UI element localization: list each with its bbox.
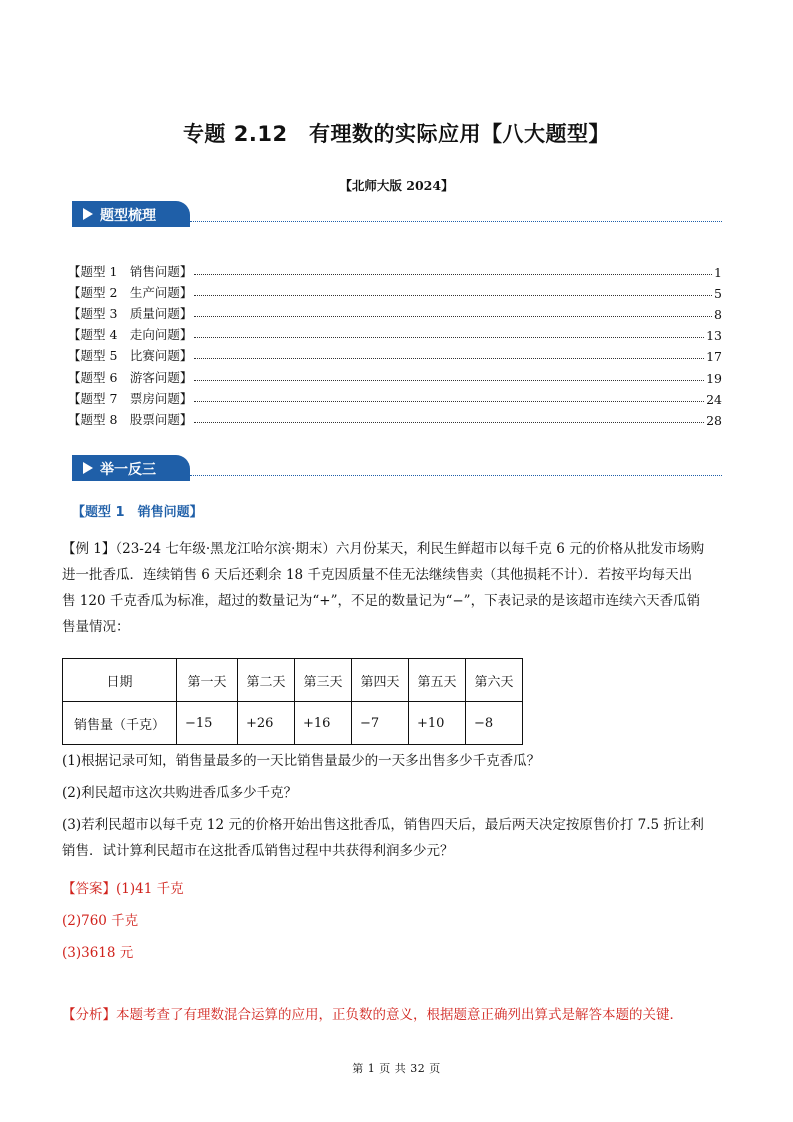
toc-leader (194, 358, 704, 359)
banner-label: 题型梳理 (100, 208, 156, 224)
section-heading: 【题型 1 销售问题】 (72, 505, 203, 520)
toc-item[interactable] (68, 386, 722, 407)
question-line: (3)若利民超市以每千克 12 元的价格开始出售这批香瓜，销售四天后，最后两天决定按原售价打 7.5 折让利 (62, 817, 704, 833)
example-line: 【例 1】（23-24 七年级·黑龙江哈尔滨·期末）六月份某天，利民生鲜超市以每千克 6 元的价格从批发市场购 (62, 541, 705, 557)
toc-page: 1 (714, 265, 722, 281)
toc-item[interactable] (68, 364, 722, 385)
table-cell: +16 (295, 702, 352, 745)
table-header-cell: 第一天 (177, 659, 238, 702)
table-header-row (63, 659, 523, 702)
toc-page: 28 (706, 412, 722, 428)
question-line: (1)根据记录可知，销售量最多的一天比销售量最少的一天多出售多少千克香瓜？ (62, 753, 541, 769)
table-cell: 销售量（千克） (63, 702, 177, 745)
toc-label: 【题型 1 销售问题】 (68, 264, 193, 280)
toc-item[interactable] (68, 407, 722, 428)
toc-label: 【题型 6 游客问题】 (68, 369, 193, 385)
table-of-contents (68, 259, 722, 428)
toc-leader (194, 422, 704, 423)
banner-toc (72, 201, 722, 227)
toc-item[interactable] (68, 280, 722, 301)
table-header-cell: 日期 (63, 659, 177, 702)
example-line: 售量情况： (62, 619, 130, 635)
toc-page: 17 (706, 349, 722, 365)
table-header-cell: 第四天 (352, 659, 409, 702)
answers (62, 876, 724, 966)
toc-label: 【题型 7 票房问题】 (68, 390, 193, 406)
table-cell: +26 (238, 702, 295, 745)
sales-table (62, 658, 523, 745)
table-header-cell: 第三天 (295, 659, 352, 702)
table-cell: +10 (409, 702, 466, 745)
page-footer: 第 1 页 共 32 页 (352, 1062, 441, 1075)
question-line: 销售．试计算利民超市在这批香瓜销售过程中共获得利润多少元？ (62, 843, 454, 859)
page-title: 专题 2.12 有理数的实际应用【八大题型】 (182, 122, 611, 146)
page-subtitle: 【北师大版 2024】 (339, 178, 454, 193)
table-cell: −15 (177, 702, 238, 745)
questions (62, 748, 724, 864)
toc-page: 24 (706, 391, 722, 407)
banner-divider (190, 475, 722, 476)
toc-item[interactable] (68, 259, 722, 280)
play-arrow-icon (83, 208, 93, 220)
question-line: (2)利民超市这次共购进香瓜多少千克？ (62, 785, 298, 801)
toc-page: 5 (714, 286, 722, 302)
toc-label: 【题型 4 走向问题】 (68, 327, 193, 343)
toc-item[interactable] (68, 301, 722, 322)
banner-label: 举一反三 (100, 462, 156, 478)
toc-leader (194, 401, 704, 402)
answer-line: 【答案】(1)41 千克 (62, 881, 184, 897)
toc-label: 【题型 5 比赛问题】 (68, 348, 193, 364)
toc-leader (194, 316, 712, 317)
toc-label: 【题型 8 股票问题】 (68, 411, 193, 427)
example-line: 售 120 千克香瓜为标准，超过的数量记为“+”，不足的数量记为“−”，下表记录的是该超市连续六天香瓜销 (62, 593, 701, 609)
toc-leader (194, 274, 712, 275)
example-line: 进一批香瓜．连续销售 6 天后还剩余 18 千克因质量不佳无法继续售卖（其他损耗不计）．若按平均每天出 (62, 567, 693, 583)
table-cell: −7 (352, 702, 409, 745)
banner-divider (190, 221, 722, 222)
example-text (62, 536, 724, 640)
table-header-cell: 第六天 (466, 659, 523, 702)
answer-line: (2)760 千克 (62, 913, 139, 929)
answer-line: (3)3618 元 (62, 945, 134, 961)
table-row (63, 702, 523, 745)
banner-examples (72, 455, 722, 481)
analysis: 【分析】本题考查了有理数混合运算的应用，正负数的意义，根据题意正确列出算式是解答本题的关键． (62, 1007, 683, 1023)
toc-leader (194, 337, 704, 338)
table-header-cell: 第五天 (409, 659, 466, 702)
toc-page: 8 (714, 307, 722, 323)
play-arrow-icon (83, 462, 93, 474)
toc-item[interactable] (68, 322, 722, 343)
toc-label: 【题型 2 生产问题】 (68, 285, 193, 301)
toc-label: 【题型 3 质量问题】 (68, 306, 193, 322)
toc-page: 19 (706, 370, 722, 386)
table-header-cell: 第二天 (238, 659, 295, 702)
toc-leader (194, 295, 712, 296)
table-cell: −8 (466, 702, 523, 745)
toc-page: 13 (706, 328, 722, 344)
toc-leader (194, 380, 704, 381)
toc-item[interactable] (68, 343, 722, 364)
